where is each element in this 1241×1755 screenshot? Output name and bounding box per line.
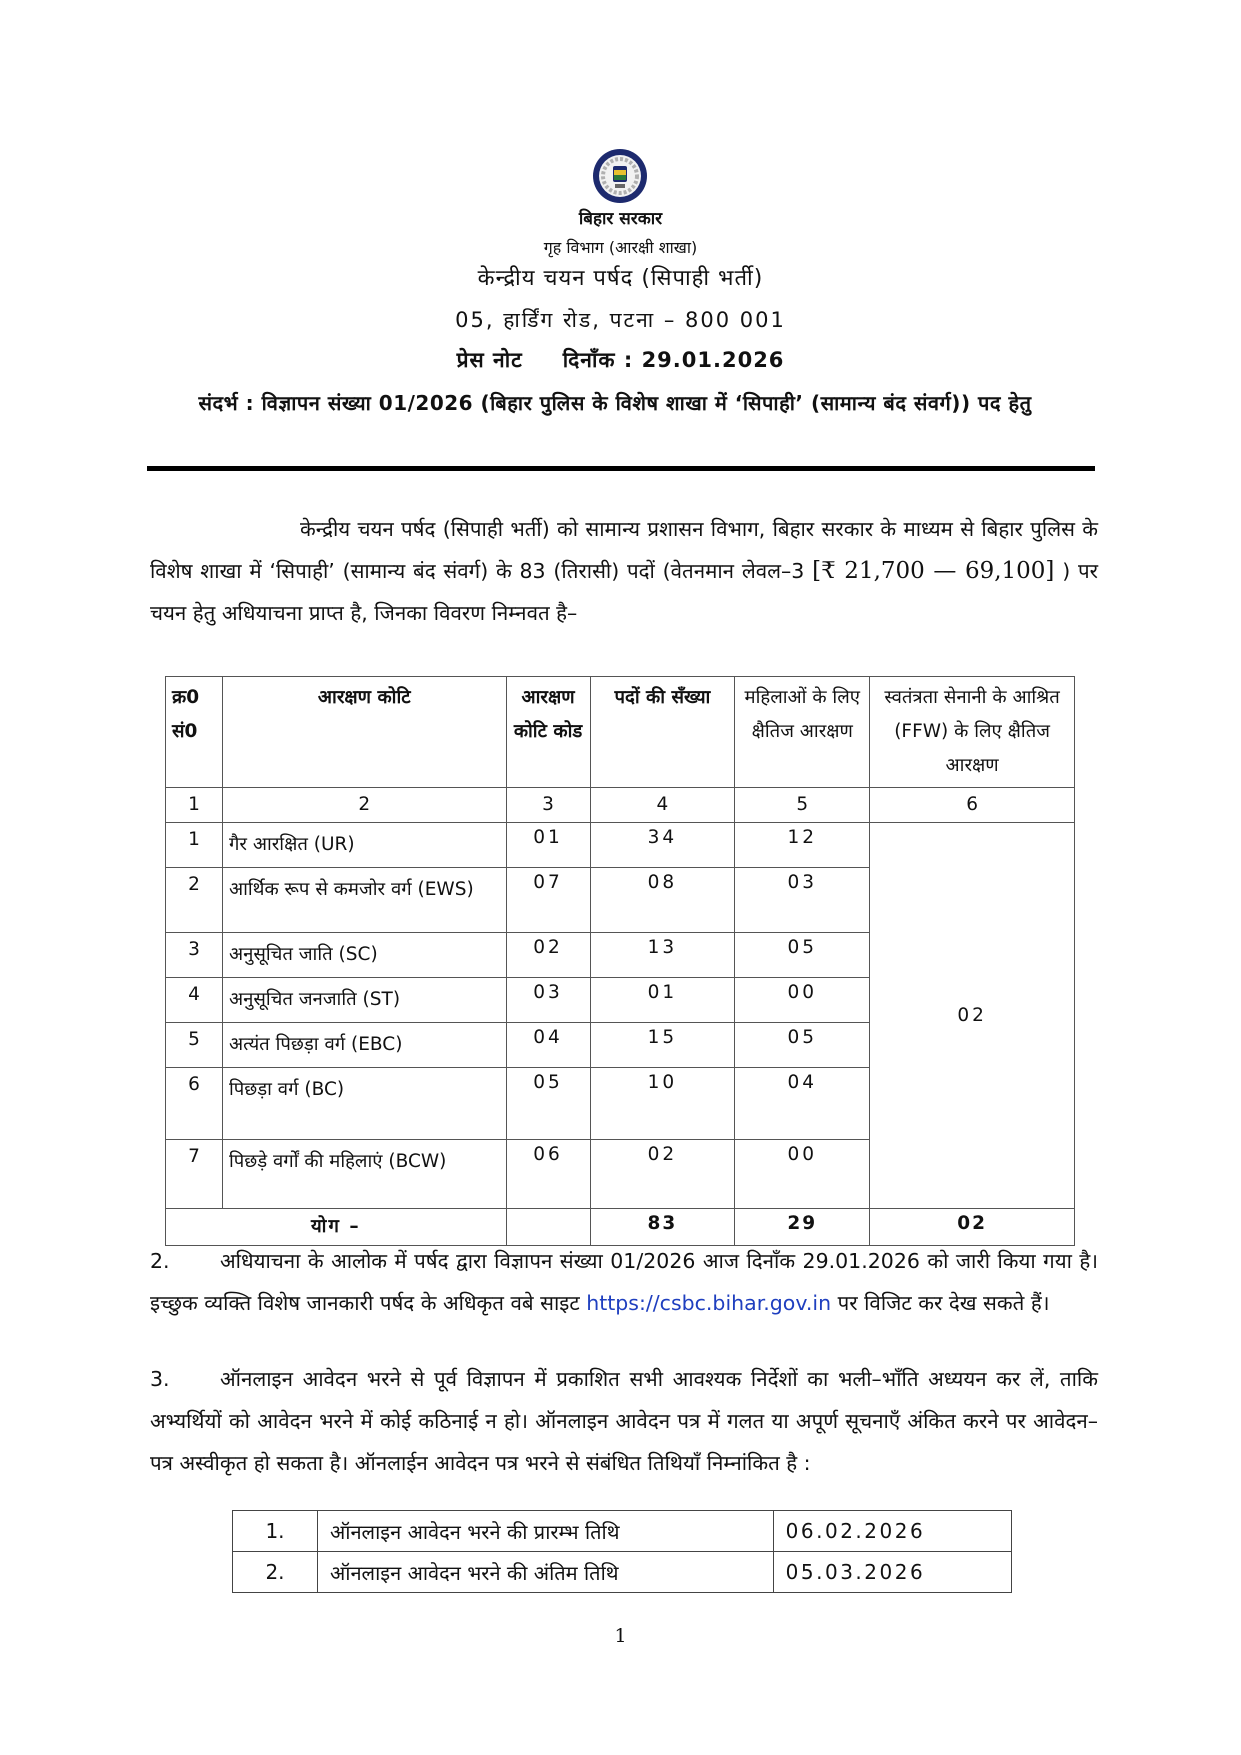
paragraph-number: 2. (150, 1249, 170, 1273)
row-posts: 34 (590, 823, 735, 868)
header-sno: क्र0 सं0 (166, 677, 223, 788)
row-sno: 6 (166, 1068, 223, 1140)
intro-text: केन्द्रीय चयन पर्षद (सिपाही भर्ती) को सामान्य प्रशासन विभाग, बिहार सरकार के माध्यम से बिहार पुलिस के विशेष शाखा में ‘सिपाही’ (सामान्य बंद संवर्ग) के 83 (तिरासी) पदों (वेतनमान लेवल–3 (150, 517, 1098, 583)
paragraph-number: 3. (150, 1367, 170, 1391)
row-code: 04 (506, 1023, 590, 1068)
row-category: आर्थिक रूप से कमजोर वर्ग (EWS) (222, 868, 506, 933)
row-women: 04 (735, 1068, 870, 1140)
board-address: 05, हार्डिंग रोड, पटना – 800 001 (455, 308, 786, 332)
row-code: 07 (506, 868, 590, 933)
row-category: अनुसूचित जाति (SC) (222, 933, 506, 978)
pay-scale: [₹ 21,700 — 69,100] (812, 558, 1055, 584)
row-posts: 10 (590, 1068, 735, 1140)
row-code: 01 (506, 823, 590, 868)
row-category: पिछड़े वर्गों की महिलाएं (BCW) (222, 1140, 506, 1209)
intro-text-end: ) पर चयन हेतु अधियाचना प्राप्त है, जिनका विवरण निम्नवत है– (150, 559, 1099, 625)
board-name: केन्द्रीय चयन पर्षद (सिपाही भर्ती) (477, 266, 764, 291)
government-name: बिहार सरकार (578, 209, 663, 229)
date-row (233, 1552, 1012, 1593)
header-divider (147, 466, 1095, 471)
date-row-value: 05.03.2026 (773, 1552, 1011, 1593)
date-row-sno: 1. (233, 1511, 318, 1552)
total-label: योग – (166, 1209, 507, 1246)
row-category: पिछड़ा वर्ग (BC) (222, 1068, 506, 1140)
row-posts: 08 (590, 868, 735, 933)
press-note-date: 29.01.2026 (641, 348, 785, 372)
date-row-label: ऑनलाइन आवेदन भरने की प्रारम्भ तिथि (318, 1511, 774, 1552)
row-women: 05 (735, 933, 870, 978)
row-sno: 1 (166, 823, 223, 868)
column-number: 2 (222, 788, 506, 823)
total-women: 29 (735, 1209, 870, 1246)
important-dates-table (232, 1510, 1012, 1593)
paragraph-3-text: ऑनलाइन आवेदन भरने से पूर्व विज्ञापन में प्रकाशित सभी आवश्यक निर्देशों का भली–भाँति अध्ययन कर लें, ताकि अभ्यर्थियों को आवेदन भरने में कोई कठिनाई न हो। ऑनलाइन आवेदन पत्र में गलत या अपूर्ण सूचनाएँ अंकित करने पर आवेदन–पत्र अस्वीकृत हो सकता है। ऑनलाईन आवेदन पत्र भरने से संबंधित तिथियाँ निम्नांकित है : (150, 1367, 1098, 1475)
row-code: 03 (506, 978, 590, 1023)
row-women: 00 (735, 1140, 870, 1209)
row-sno: 5 (166, 1023, 223, 1068)
paragraph-2 (150, 1240, 1098, 1324)
row-posts: 13 (590, 933, 735, 978)
row-code: 06 (506, 1140, 590, 1209)
date-row-label: ऑनलाइन आवेदन भरने की अंतिम तिथि (318, 1552, 774, 1593)
date-row-sno: 2. (233, 1552, 318, 1593)
row-sno: 2 (166, 868, 223, 933)
row-sno: 7 (166, 1140, 223, 1209)
date-row-value: 06.02.2026 (773, 1511, 1011, 1552)
header-women: महिलाओं के लिए क्षैतिज आरक्षण (735, 677, 870, 788)
header-code: आरक्षण कोटि कोड (506, 677, 590, 788)
column-number: 3 (506, 788, 590, 823)
vacancy-table (165, 676, 1075, 1246)
bihar-police-emblem-icon (592, 148, 648, 204)
row-posts: 01 (590, 978, 735, 1023)
row-code: 05 (506, 1068, 590, 1140)
row-sno: 3 (166, 933, 223, 978)
row-women: 00 (735, 978, 870, 1023)
total-ffw: 02 (870, 1209, 1075, 1246)
table-row (166, 823, 1075, 868)
header-posts: पदों की सँख्या (590, 677, 735, 788)
row-sno: 4 (166, 978, 223, 1023)
column-number: 6 (870, 788, 1075, 823)
row-category: अत्यंत पिछड़ा वर्ग (EBC) (222, 1023, 506, 1068)
website-link[interactable]: https://csbc.bihar.gov.in (586, 1291, 832, 1315)
paragraph-2-text: अधियाचना के आलोक में पर्षद द्वारा विज्ञापन संख्या 01/2026 आज दिनाँक 29.01.2026 को जारी किया गया है। इच्छुक व्यक्ति विशेष जानकारी पर्षद के अधिकृत वबे साइट (150, 1249, 1098, 1315)
ffw-merged-cell: 02 (870, 823, 1075, 1209)
date-label: दिनाँक : (562, 348, 634, 372)
intro-paragraph (150, 508, 1098, 634)
date-row (233, 1511, 1012, 1552)
row-code: 02 (506, 933, 590, 978)
paragraph-3 (150, 1358, 1098, 1484)
row-women: 12 (735, 823, 870, 868)
page-number: 1 (614, 1625, 627, 1647)
department-name: गृह विभाग (आरक्षी शाखा) (543, 238, 698, 257)
row-category: गैर आरक्षित (UR) (222, 823, 506, 868)
row-posts: 02 (590, 1140, 735, 1209)
column-number: 1 (166, 788, 223, 823)
row-posts: 15 (590, 1023, 735, 1068)
row-category: अनुसूचित जनजाति (ST) (222, 978, 506, 1023)
press-note-label: प्रेस नोट (456, 348, 523, 372)
press-note-line (0, 346, 1241, 374)
column-number: 4 (590, 788, 735, 823)
column-number: 5 (735, 788, 870, 823)
paragraph-2-text-end: पर विजिट कर देख सकते हैं। (831, 1291, 1050, 1315)
header-ffw: स्वतंत्रता सेनानी के आश्रित (FFW) के लिए क्षैतिज आरक्षण (870, 677, 1075, 788)
row-women: 05 (735, 1023, 870, 1068)
row-women: 03 (735, 868, 870, 933)
total-posts: 83 (590, 1209, 735, 1246)
header-category: आरक्षण कोटि (222, 677, 506, 788)
column-number-row (166, 788, 1075, 823)
reference-subject: संदर्भ : विज्ञापन संख्या 01/2026 (बिहार पुलिस के विशेष शाखा में ‘सिपाही’ (सामान्य बंद संवर्ग)) पद हेतु (198, 391, 1032, 415)
table-header-row (166, 677, 1075, 788)
